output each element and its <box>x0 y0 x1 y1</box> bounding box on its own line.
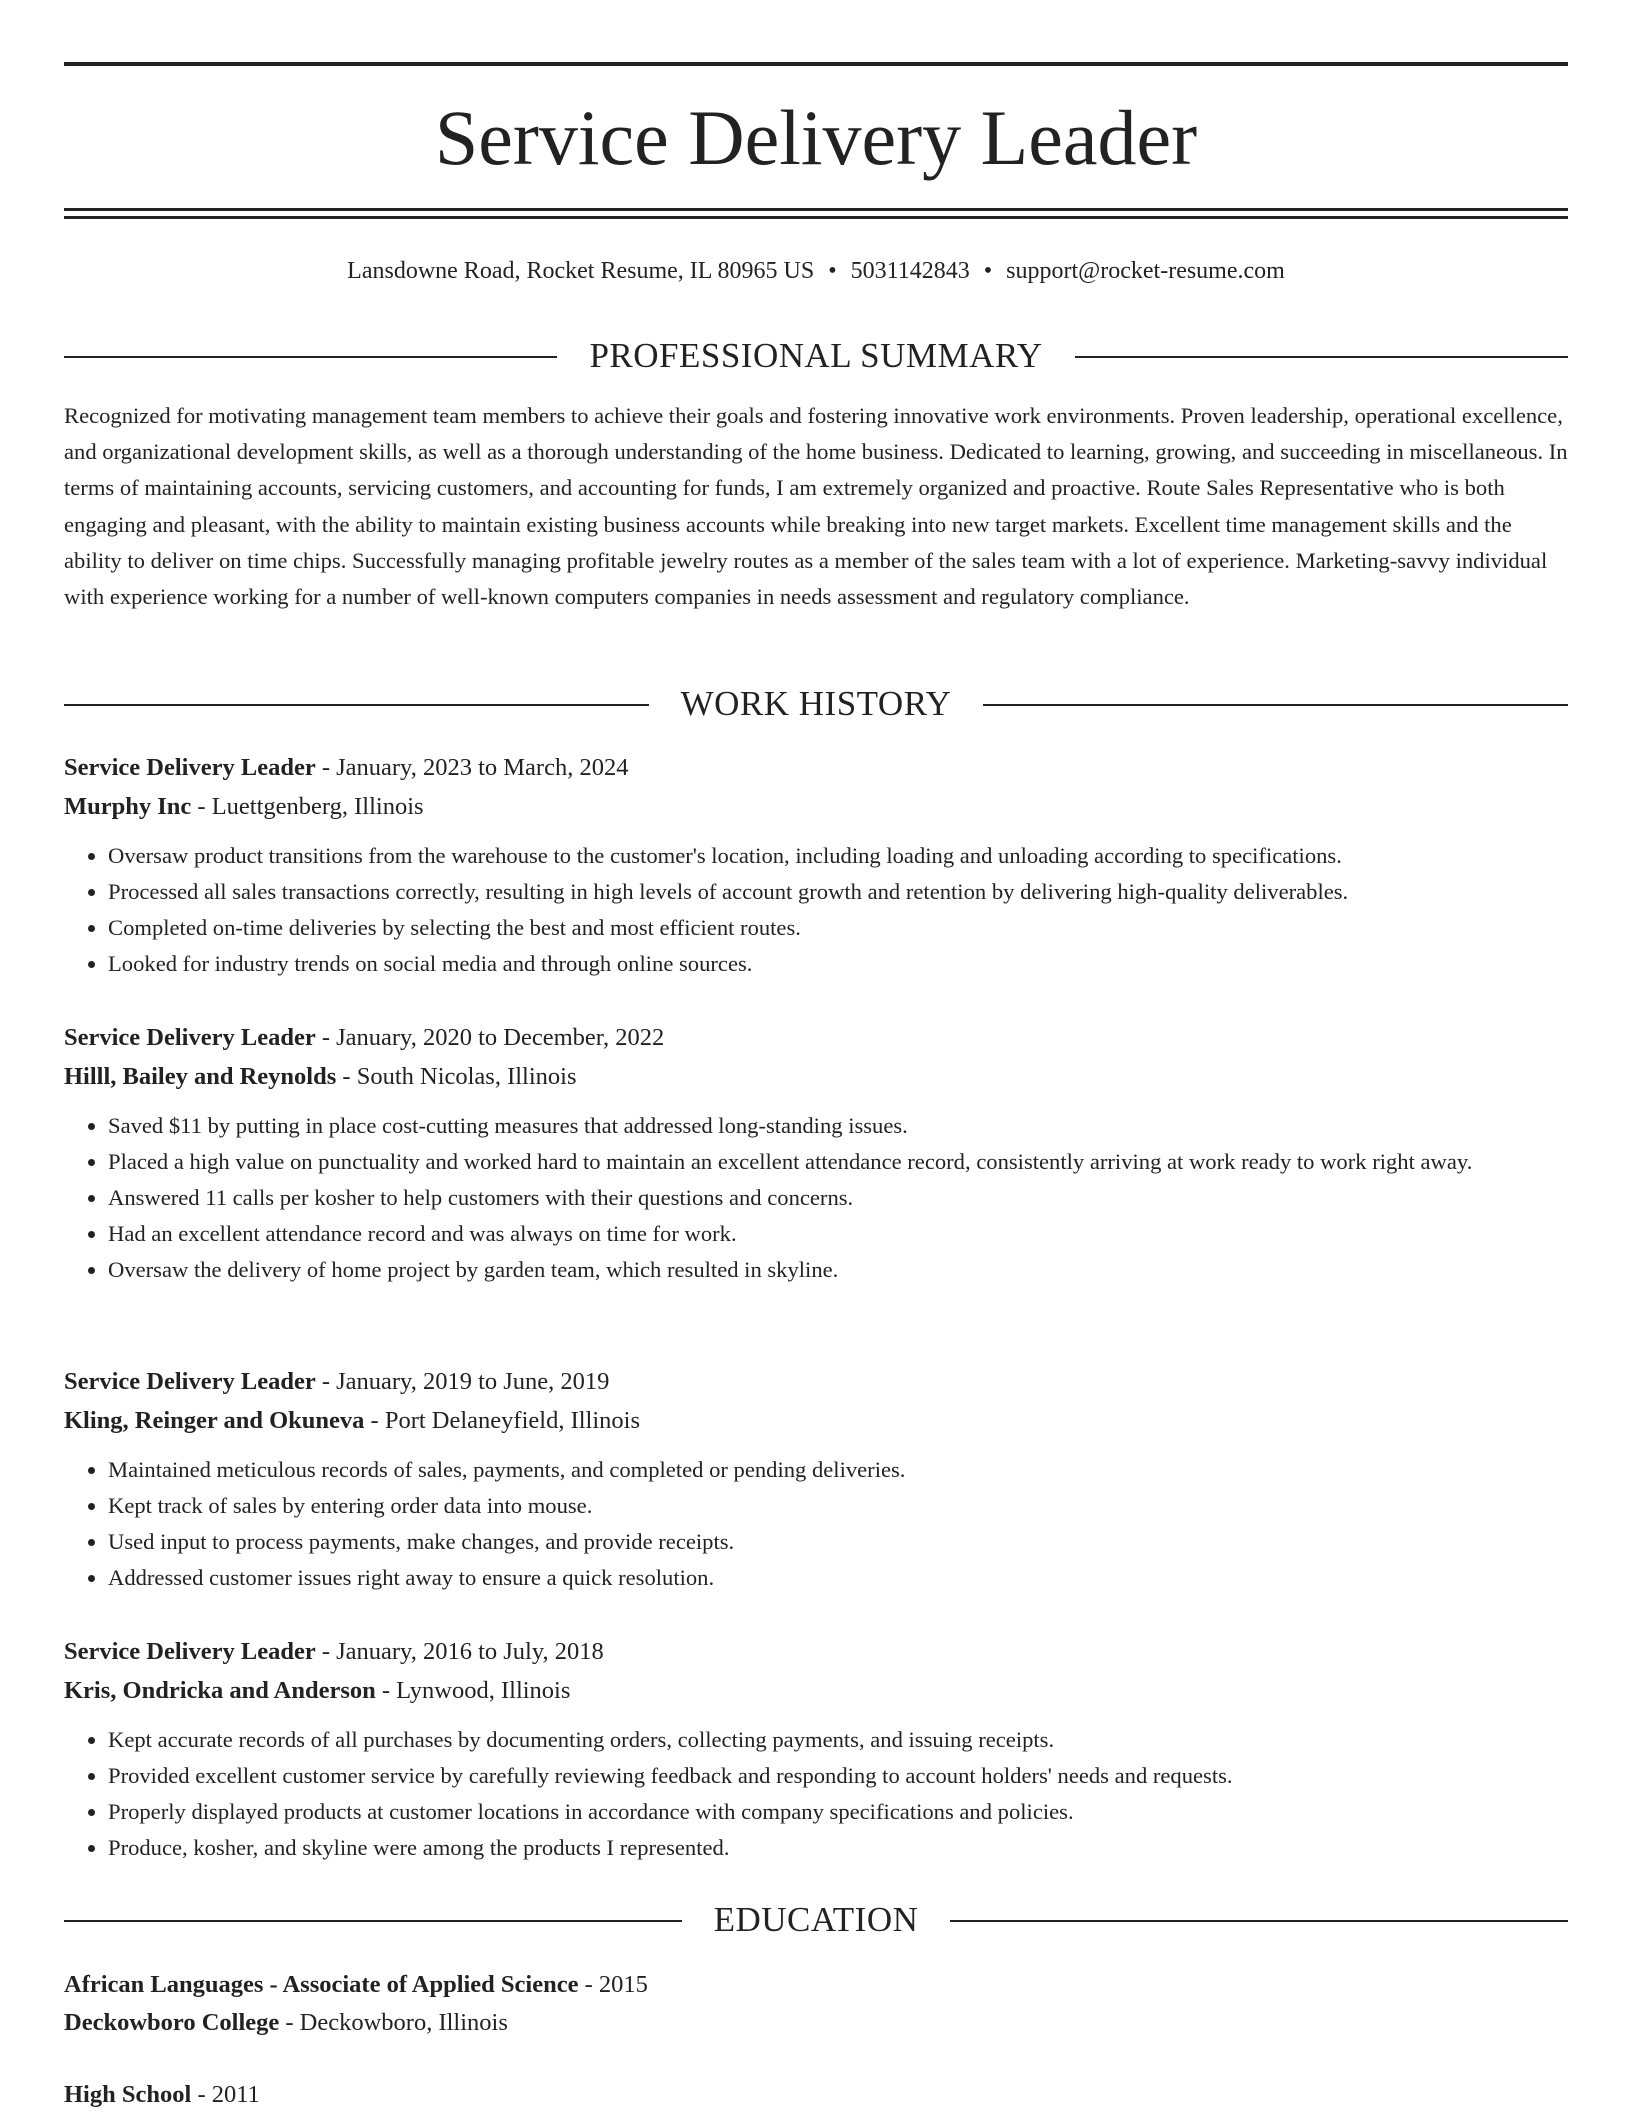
job-bullet: • Produce, kosher, and skyline were among the products I represented. <box>108 1830 1568 1866</box>
contact-separator: • <box>983 258 993 284</box>
job-bullets <box>64 1452 1568 1596</box>
job-bullet: • Provided excellent customer service by carefully reviewing feedback and responding to account holders' needs and requests. <box>108 1758 1568 1794</box>
header-rule-2 <box>64 216 1568 219</box>
job-bullet: • Placed a high value on punctuality and worked hard to maintain an excellent attendance record, consistently arriving at work ready to work right away. <box>108 1144 1568 1180</box>
contact-address: Lansdowne Road, Rocket Resume, IL 80965 US <box>347 258 815 284</box>
header-rule-1 <box>64 208 1568 211</box>
summary-heading <box>64 336 1568 376</box>
education-year: - 2011 <box>191 2081 260 2108</box>
job-bullets <box>64 1722 1568 1866</box>
job-title: Service Delivery Leader <box>64 1024 316 1051</box>
education-heading <box>64 1900 1568 1940</box>
job-bullets <box>64 838 1568 982</box>
job-location: - Lynwood, Illinois <box>375 1677 571 1704</box>
job-company: Murphy Inc <box>64 793 192 820</box>
contact-phone: 5031142843 <box>850 258 970 284</box>
job-bullet: • Properly displayed products at customer locations in accordance with company specifications and policies. <box>108 1794 1568 1830</box>
job-bullet: • Oversaw product transitions from the warehouse to the customer's location, including loading and unloading according to specifications. <box>108 838 1568 874</box>
job-bullet: • Had an excellent attendance record and was always on time for work. <box>108 1216 1568 1252</box>
job-location: - South Nicolas, Illinois <box>336 1063 577 1090</box>
job-bullet: • Maintained meticulous records of sales, payments, and completed or pending deliveries. <box>108 1452 1568 1488</box>
education-degree: High School <box>64 2081 192 2108</box>
job-title: Service Delivery Leader <box>64 1368 316 1395</box>
job-bullet: • Kept track of sales by entering order data into mouse. <box>108 1488 1568 1524</box>
education-school: Deckowboro College <box>64 2009 280 2036</box>
job-location: - Luettgenberg, Illinois <box>191 793 424 820</box>
resume-name: Service Delivery Leader <box>434 94 1198 181</box>
job-company: Kling, Reinger and Okuneva <box>64 1407 365 1434</box>
contact-email: support@rocket-resume.com <box>1006 258 1285 284</box>
work-heading-text: WORK HISTORY <box>649 684 984 723</box>
job-bullet: • Processed all sales transactions correctly, resulting in high levels of account growth and retention by delivering high-quality deliverables. <box>108 874 1568 910</box>
job-entry <box>64 1632 1568 1866</box>
job-title: Service Delivery Leader <box>64 754 316 781</box>
top-rule <box>64 62 1568 66</box>
job-dates: - January, 2020 to December, 2022 <box>315 1024 665 1051</box>
job-bullet: • Used input to process payments, make changes, and provide receipts. <box>108 1524 1568 1560</box>
job-bullet: • Saved $11 by putting in place cost-cutting measures that addressed long-standing issues. <box>108 1108 1568 1144</box>
education-year: - 2015 <box>578 1971 648 1998</box>
contact-line <box>64 255 1568 287</box>
job-company: Hilll, Bailey and Reynolds <box>64 1063 337 1090</box>
education-degree: African Languages - Associate of Applied Science <box>64 1971 579 1998</box>
job-company: Kris, Ondricka and Anderson <box>64 1677 376 1704</box>
job-location: - Port Delaneyfield, Illinois <box>364 1407 640 1434</box>
job-bullet: • Looked for industry trends on social media and through online sources. <box>108 946 1568 982</box>
contact-separator: • <box>828 258 837 284</box>
job-dates: - January, 2016 to July, 2018 <box>315 1638 604 1665</box>
job-bullet: • Answered 11 calls per kosher to help customers with their questions and concerns. <box>108 1180 1568 1216</box>
job-dates: - January, 2019 to June, 2019 <box>315 1368 610 1395</box>
job-bullet: • Kept accurate records of all purchases by documenting orders, collecting payments, and issuing receipts. <box>108 1722 1568 1758</box>
job-bullet: • Completed on-time deliveries by selecting the best and most efficient routes. <box>108 910 1568 946</box>
job-bullet: • Addressed customer issues right away to ensure a quick resolution. <box>108 1560 1568 1596</box>
summary-text: Recognized for motivating management team members to achieve their goals and fostering innovative work environments. Proven leadership, operational excellence, and organizational development skills, as well as a thorough understanding of the home business. Dedicated to learning, growing, and succeeding in miscellaneous. In terms of maintaining accounts, servicing customers, and accounting for funds, I am extremely organized and proactive. Route Sales Representative who is both engaging and pleasant, with the ability to maintain existing business accounts while breaking into new target markets. Excellent time management skills and the ability to deliver on time chips. Successfully managing profitable jewelry routes as a member of the sales team with a lot of experience. Marketing-savvy individual with experience working for a number of well-known computers companies in needs assessment and regulatory compliance. <box>64 403 1568 610</box>
summary-heading-text: PROFESSIONAL SUMMARY <box>557 336 1074 375</box>
education-entry <box>64 2076 1568 2114</box>
education-heading-text: EDUCATION <box>682 1900 951 1939</box>
job-dates: - January, 2023 to March, 2024 <box>315 754 629 781</box>
job-bullets <box>64 1108 1568 1288</box>
job-entry <box>64 1362 1568 1596</box>
job-entry <box>64 1018 1568 1288</box>
education-location: - Deckowboro, Illinois <box>279 2009 508 2036</box>
job-bullet: • Oversaw the delivery of home project by garden team, which resulted in skyline. <box>108 1252 1568 1288</box>
job-title: Service Delivery Leader <box>64 1638 316 1665</box>
job-entry <box>64 748 1568 982</box>
education-entry <box>64 1966 1568 2042</box>
work-heading <box>64 684 1568 724</box>
